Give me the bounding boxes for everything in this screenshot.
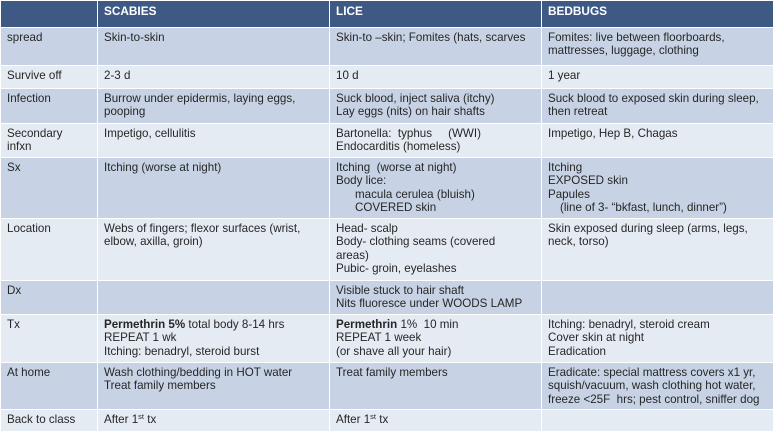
- scabies-cell: Wash clothing/bedding in HOT water Treat family members: [98, 363, 330, 410]
- row-label: Dx: [1, 281, 98, 315]
- bedbugs-cell: [542, 410, 773, 432]
- scabies-cell: Permethrin 5% total body 8-14 hrs REPEAT 1 wk Itching: benadryl, steroid burst: [98, 315, 330, 363]
- row-label: At home: [1, 363, 98, 410]
- lice-cell: Skin-to –skin; Fomites (hats, scarves: [330, 28, 542, 66]
- scabies-cell: 2-3 d: [98, 66, 330, 89]
- row-label: Tx: [1, 315, 98, 363]
- bedbugs-cell: Skin exposed during sleep (arms, legs, neck, torso): [542, 219, 773, 281]
- lice-cell: Head- scalp Body- clothing seams (covered areas) Pubic- groin, eyelashes: [330, 219, 542, 281]
- lice-cell: 10 d: [330, 66, 542, 89]
- lice-cell: After 1st tx: [330, 410, 542, 432]
- header-blank: [1, 1, 98, 28]
- row-location: [1, 219, 773, 281]
- bedbugs-cell: 1 year: [542, 66, 773, 89]
- scabies-cell: Burrow under epidermis, laying eggs, pooping: [98, 89, 330, 124]
- row-label: Back to class: [1, 410, 98, 432]
- lice-cell: Bartonella: typhus (WWI) Endocarditis (homeless): [330, 124, 542, 158]
- bedbugs-cell: Itching: benadryl, steroid cream Cover skin at night Eradication: [542, 315, 773, 363]
- lice-cell: Itching (worse at night) Body lice: macula cerulea (bluish) COVERED skin: [330, 158, 542, 219]
- header-scabies: SCABIES: [98, 1, 330, 28]
- row-survive-off: [1, 66, 773, 89]
- header-lice: LICE: [330, 1, 542, 28]
- row-label: Location: [1, 219, 98, 281]
- scabies-cell: Itching (worse at night): [98, 158, 330, 219]
- lice-cell: Treat family members: [330, 363, 542, 410]
- scabies-cell: Webs of fingers; flexor surfaces (wrist, elbow, axilla, groin): [98, 219, 330, 281]
- bedbugs-cell: [542, 281, 773, 315]
- row-dx: [1, 281, 773, 315]
- row-label: Sx: [1, 158, 98, 219]
- header-bedbugs: BEDBUGS: [542, 1, 773, 28]
- scabies-cell: Skin-to-skin: [98, 28, 330, 66]
- scabies-cell: Impetigo, cellulitis: [98, 124, 330, 158]
- row-tx: [1, 315, 773, 363]
- lice-cell: Suck blood, inject saliva (itchy) Lay eggs (nits) on hair shafts: [330, 89, 542, 124]
- bedbugs-cell: Eradicate: special mattress covers x1 yr, squish/vacuum, wash clothing hot water, freeze <25F hrs; pest control, sniffer dog: [542, 363, 773, 410]
- row-sx: [1, 158, 773, 219]
- row-label: Secondary infxn: [1, 124, 98, 158]
- bedbugs-cell: Fomites: live between floorboards, mattresses, luggage, clothing: [542, 28, 773, 66]
- scabies-cell: [98, 281, 330, 315]
- row-back-to-class: [1, 410, 773, 432]
- header-row: [1, 1, 773, 28]
- row-infection: [1, 89, 773, 124]
- bedbugs-cell: Itching EXPOSED skin Papules (line of 3- “bkfast, lunch, dinner”): [542, 158, 773, 219]
- drug-name: Permethrin 5%: [104, 318, 186, 331]
- row-label: spread: [1, 28, 98, 66]
- bedbugs-cell: Suck blood to exposed skin during sleep, then retreat: [542, 89, 773, 124]
- bedbugs-cell: Impetigo, Hep B, Chagas: [542, 124, 773, 158]
- lice-cell: Permethrin 1% 10 min REPEAT 1 week (or shave all your hair): [330, 315, 542, 363]
- row-at-home: [1, 363, 773, 410]
- drug-name: Permethrin: [336, 318, 398, 331]
- row-secondary-infxn: [1, 124, 773, 158]
- scabies-cell: After 1st tx: [98, 410, 330, 432]
- row-spread: [1, 28, 773, 66]
- lice-cell: Visible stuck to hair shaft Nits fluoresce under WOODS LAMP: [330, 281, 542, 315]
- row-label: Infection: [1, 89, 98, 124]
- row-label: Survive off: [1, 66, 98, 89]
